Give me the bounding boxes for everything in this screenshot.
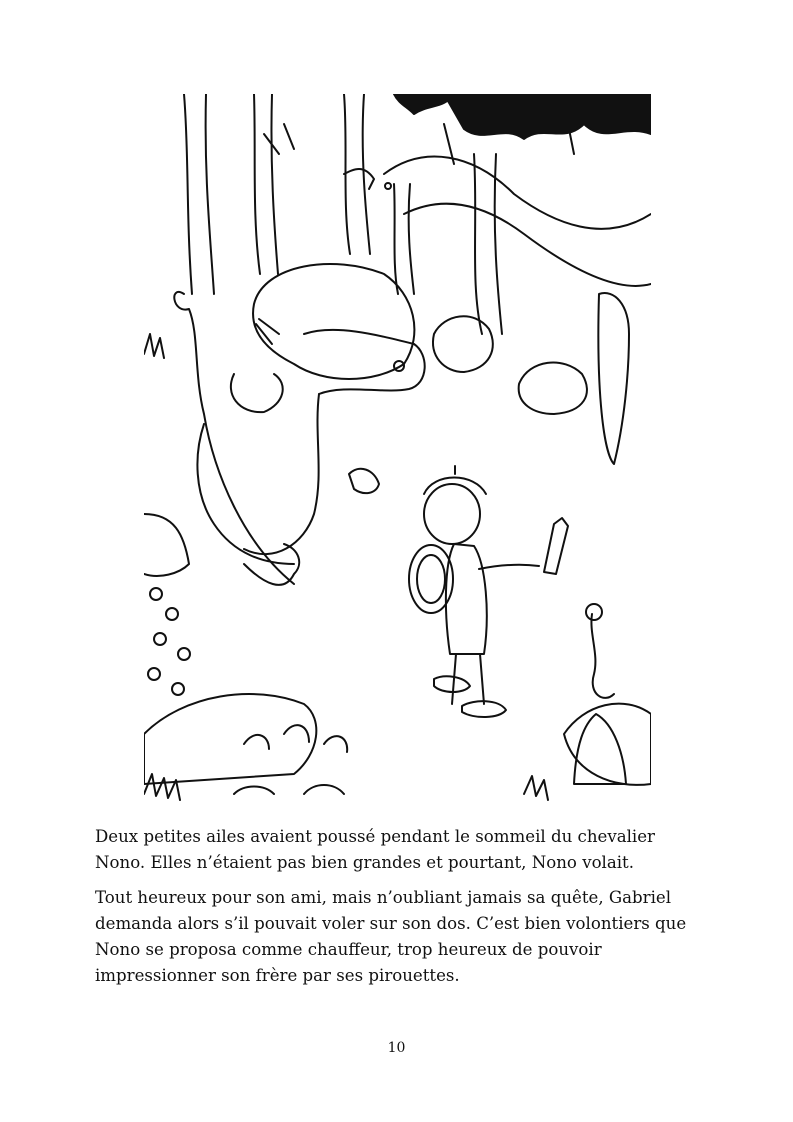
paragraph-1: Deux petites ailes avaient poussé pendant le sommeil du chevalier Nono. Elles n’étaient pas bien grandes et pourtant, Nono volait. — [95, 827, 655, 872]
knight-boy — [409, 466, 568, 717]
dragon — [144, 292, 425, 585]
dragon-neck-right — [344, 157, 651, 286]
story-text — [95, 824, 705, 998]
foliage — [394, 94, 651, 139]
rocks — [144, 264, 651, 785]
page-number: 10 — [387, 1040, 406, 1056]
coloring-illustration — [144, 94, 651, 810]
snake-stump — [574, 604, 626, 784]
paragraph-2: Tout heureux pour son ami, mais n’oubliant jamais sa quête, Gabriel demanda alors s’il pouvait voler sur son dos. C’est bien volontiers que Nono se proposa comme chauffeur, trop heureux de pouvoir impressionner son frère par ses pirouettes. — [95, 888, 687, 985]
flowers — [148, 588, 347, 794]
forest-dragon-knight-drawing — [144, 94, 651, 810]
